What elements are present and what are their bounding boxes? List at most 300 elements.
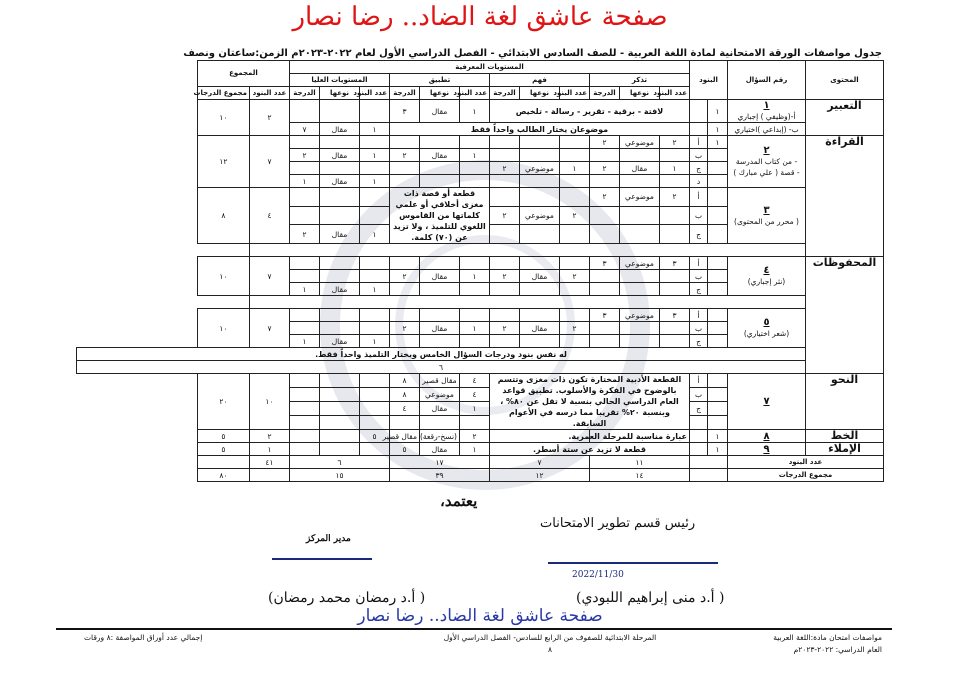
table-cell xyxy=(459,175,489,188)
table-cell: مقال xyxy=(419,100,459,123)
table-cell: ٢ xyxy=(389,270,419,283)
table-cell: موضوعي xyxy=(619,136,659,149)
header-items: البنود xyxy=(689,61,727,100)
table-cell xyxy=(519,283,559,296)
table-cell xyxy=(359,322,389,335)
table-cell xyxy=(289,430,319,443)
table-cell: ٧ xyxy=(489,456,589,469)
q6-same-note: له نفس بنود ودرجات السؤال الخامس ويختار التلميذ واحداً فقط. xyxy=(77,348,806,361)
table-cell xyxy=(419,416,459,430)
table-cell: ١ xyxy=(359,225,389,244)
row-q4-a xyxy=(77,257,884,270)
table-cell xyxy=(359,443,389,456)
table-cell xyxy=(708,309,728,322)
table-cell xyxy=(559,257,589,270)
table-cell xyxy=(708,402,728,416)
table-cell xyxy=(459,257,489,270)
table-cell xyxy=(289,443,319,456)
table-cell xyxy=(289,136,319,149)
table-cell: ١ xyxy=(359,283,389,296)
table-cell xyxy=(708,322,728,335)
page-number: ٨ xyxy=(547,645,553,654)
q9-note: قطعة لا تزيد عن ستة أسطر. xyxy=(489,443,689,456)
table-cell: مقال xyxy=(319,335,359,348)
table-cell xyxy=(619,335,659,348)
table-cell: أ xyxy=(689,188,707,207)
footer-center: المرحلة الابتدائية للصفوف من الرابع للسادس- الفصل الدراسي الأول ٨ xyxy=(430,632,670,656)
table-cell: ١٤ xyxy=(589,469,689,482)
page-header: صفحة عاشق لغة الضاد.. رضا نصار xyxy=(292,2,668,32)
table-cell: نوعها xyxy=(619,87,659,100)
table-cell xyxy=(289,402,319,416)
table-cell: ٤ xyxy=(459,388,489,402)
table-cell xyxy=(389,257,419,270)
table-cell: نوعها xyxy=(319,87,359,100)
table-cell: د xyxy=(689,175,707,188)
table-cell: ٤ xyxy=(459,374,489,388)
table-cell xyxy=(589,175,619,188)
table-cell: ٧ xyxy=(289,123,319,136)
table-cell: ب- (إبداعي )اختياري xyxy=(728,123,806,136)
table-cell: ب xyxy=(689,270,707,283)
table-cell: ب xyxy=(689,388,707,402)
table-cell: ٨٠ xyxy=(197,469,249,482)
table-cell xyxy=(459,309,489,322)
table-cell: ٣٩ xyxy=(389,469,489,482)
table-cell: ٢ xyxy=(289,149,319,162)
question-4: ٤ (نثر إجباري) xyxy=(728,257,806,296)
table-cell xyxy=(359,402,389,416)
table-cell xyxy=(589,225,619,244)
question-8: ٨ xyxy=(728,430,806,443)
table-cell xyxy=(559,136,589,149)
table-cell: ٥ xyxy=(197,443,249,456)
table-cell xyxy=(359,416,389,430)
table-cell: مقال xyxy=(319,283,359,296)
table-cell xyxy=(559,188,589,207)
table-cell xyxy=(319,374,359,388)
table-cell: ٢ xyxy=(559,206,589,225)
table-cell xyxy=(319,443,359,456)
table-cell xyxy=(489,136,519,149)
table-cell: عدد البنود xyxy=(559,87,589,100)
table-cell xyxy=(359,206,389,225)
table-cell xyxy=(708,162,728,175)
table-cell: ١ xyxy=(459,443,489,456)
table-cell xyxy=(389,175,419,188)
table-cell xyxy=(319,430,359,443)
table-cell: ٢ xyxy=(389,322,419,335)
table-cell: مقال xyxy=(419,270,459,283)
table-cell: عدد البنود xyxy=(359,87,389,100)
table-cell: ١٠ xyxy=(197,309,249,348)
table-cell xyxy=(659,270,689,283)
header-question-number: رقم السؤال xyxy=(728,61,806,100)
table-cell xyxy=(359,257,389,270)
table-cell: مقال xyxy=(319,225,359,244)
table-cell xyxy=(419,257,459,270)
section-taabeer: التعبير xyxy=(806,100,884,136)
table-cell: موضوعي xyxy=(619,309,659,322)
table-cell xyxy=(708,270,728,283)
table-cell xyxy=(419,136,459,149)
table-cell xyxy=(419,175,459,188)
table-cell: ١ xyxy=(708,136,728,149)
table-cell xyxy=(197,456,249,469)
table-cell: ١ xyxy=(708,123,728,136)
row-q4-spacer xyxy=(77,296,884,309)
table-cell: ٨ xyxy=(197,188,249,244)
table-cell xyxy=(389,162,419,175)
table-cell xyxy=(319,402,359,416)
table-cell: ١ xyxy=(708,100,728,123)
row-total-grades xyxy=(77,469,884,482)
question-9: ٩ xyxy=(728,443,806,456)
table-cell: عدد البنود xyxy=(659,87,689,100)
table-cell xyxy=(359,309,389,322)
table-cell: ١٠ xyxy=(249,374,289,430)
table-cell xyxy=(389,416,419,430)
table-cell: موضوعي xyxy=(419,388,459,402)
header-higher: المستويات العليا xyxy=(289,74,389,87)
head-name: ( أ.د منى إبراهيم اللبودي) xyxy=(576,590,725,606)
table-cell: ١٥ xyxy=(289,469,389,482)
table-cell: نوعها xyxy=(519,87,559,100)
table-cell xyxy=(708,149,728,162)
table-cell xyxy=(419,162,459,175)
table-cell xyxy=(489,225,519,244)
table-cell: ١ xyxy=(289,283,319,296)
q3-passage-note: قطعة أو قصة ذات مغزى أخلاقي أو علمي كلماتها من القاموس اللغوي للتلميذ ، ولا تزيد عن (٧٠) كلمة. xyxy=(389,188,489,244)
header-understand: فهم xyxy=(489,74,589,87)
table-cell xyxy=(708,416,728,430)
table-cell xyxy=(389,136,419,149)
table-cell: ١ xyxy=(359,149,389,162)
table-cell xyxy=(289,270,319,283)
table-cell: مقال قصير xyxy=(419,374,459,388)
table-cell xyxy=(359,188,389,207)
table-cell xyxy=(319,100,359,123)
table-cell xyxy=(289,309,319,322)
table-cell: مقال xyxy=(519,270,559,283)
table-cell: الدرجة xyxy=(389,87,419,100)
table-cell xyxy=(619,270,659,283)
row-q3-a xyxy=(77,188,884,207)
table-cell xyxy=(249,244,805,257)
table-cell: ١ xyxy=(559,162,589,175)
q1-choose-note: موضوعان يختار الطالب واحداً فقط xyxy=(389,123,689,136)
total-count-label: عدد البنود xyxy=(728,456,884,469)
table-cell: مجموع الدرجات xyxy=(197,87,249,100)
table-cell xyxy=(659,225,689,244)
table-cell xyxy=(519,136,559,149)
table-cell xyxy=(689,456,727,469)
table-cell xyxy=(559,309,589,322)
question-1: ١ أ-(وظيفي ) إجباري xyxy=(728,100,806,123)
table-cell xyxy=(319,270,359,283)
section-nahw: النحو xyxy=(806,374,884,430)
table-cell: موضوعي xyxy=(519,206,559,225)
table-cell xyxy=(619,225,659,244)
table-cell: ج xyxy=(689,162,707,175)
table-cell xyxy=(519,335,559,348)
table-cell: ٨ xyxy=(389,388,419,402)
table-cell xyxy=(689,100,707,123)
table-cell: الدرجة xyxy=(489,87,519,100)
table-cell: ٣ xyxy=(389,100,419,123)
table-cell xyxy=(389,335,419,348)
table-cell: ج xyxy=(689,225,707,244)
table-cell xyxy=(519,149,559,162)
table-cell xyxy=(389,309,419,322)
table-cell xyxy=(489,309,519,322)
table-cell: موضوعي xyxy=(519,162,559,175)
table-cell xyxy=(319,162,359,175)
table-cell: ١٢ xyxy=(197,136,249,188)
table-cell: ٧ xyxy=(249,309,289,348)
table-cell xyxy=(319,188,359,207)
table-cell xyxy=(559,335,589,348)
table-cell xyxy=(619,175,659,188)
director-signature xyxy=(272,558,372,560)
table-cell xyxy=(319,206,359,225)
table-cell: ٢ xyxy=(589,162,619,175)
row-qiraa-spacer xyxy=(77,244,884,257)
table-cell: ب xyxy=(689,206,707,225)
table-cell: ٢ xyxy=(489,206,519,225)
table-cell xyxy=(459,335,489,348)
table-cell xyxy=(319,388,359,402)
head-of-exams-title: رئيس قسم تطوير الامتحانات xyxy=(540,516,696,531)
table-cell: عدد البنود xyxy=(249,87,289,100)
table-cell: ٢ xyxy=(489,270,519,283)
table-cell: ج xyxy=(689,402,707,416)
table-cell: ٧ xyxy=(249,257,289,296)
table-cell: ١ xyxy=(289,335,319,348)
table-cell: ١ xyxy=(459,322,489,335)
table-cell: ٤ xyxy=(389,402,419,416)
total-grades-label: مجموع الدرجات xyxy=(728,469,884,482)
table-cell xyxy=(689,430,707,443)
header-remember: تذكر xyxy=(589,74,689,87)
table-cell: ٤١ xyxy=(249,456,289,469)
section-mahfoozat: المحفوظات xyxy=(806,257,884,374)
table-cell xyxy=(559,225,589,244)
header-apply: تطبيق xyxy=(389,74,489,87)
table-cell: ٣ xyxy=(659,309,689,322)
table-cell: ٢ xyxy=(489,322,519,335)
approval-label: يعتمد، xyxy=(440,492,478,510)
row-q6 xyxy=(77,361,884,374)
table-cell xyxy=(519,309,559,322)
table-cell: ج xyxy=(689,335,707,348)
table-cell xyxy=(589,335,619,348)
table-cell xyxy=(319,322,359,335)
table-cell xyxy=(289,322,319,335)
table-cell xyxy=(249,296,805,309)
table-cell: مقال xyxy=(419,149,459,162)
table-cell xyxy=(289,416,319,430)
table-cell xyxy=(319,416,359,430)
table-cell: ٤ xyxy=(249,188,289,244)
table-cell: مقال xyxy=(319,123,359,136)
header-cognitive-levels: المستويات المعرفية xyxy=(289,61,689,74)
row-q2-a xyxy=(77,136,884,149)
table-cell: ١ xyxy=(359,175,389,188)
table-cell: مقال قصير xyxy=(389,430,419,443)
table-cell xyxy=(289,388,319,402)
table-cell: ٢ xyxy=(559,270,589,283)
table-cell: ١ xyxy=(708,430,728,443)
table-cell xyxy=(289,206,319,225)
table-cell xyxy=(489,335,519,348)
table-cell: أ xyxy=(689,374,707,388)
table-cell: مقال xyxy=(419,443,459,456)
section-khatt: الخط xyxy=(806,430,884,443)
question-7: ٧ xyxy=(728,374,806,430)
table-cell xyxy=(289,188,319,207)
table-cell xyxy=(589,283,619,296)
table-cell xyxy=(659,149,689,162)
table-cell: ١ xyxy=(708,443,728,456)
table-cell: مقال xyxy=(419,402,459,416)
table-cell: عدد البنود xyxy=(459,87,489,100)
table-cell: أ xyxy=(689,257,707,270)
table-title: جدول مواصفات الورقة الامتحانية لمادة اللغة العربية - للصف السادس الابتدائي - الفصل الدراسي الأول لعام ٢٠٢٢-٢٠٢٣م الزمن:ساعتان ونصف xyxy=(183,48,882,59)
table-cell: ١ xyxy=(659,162,689,175)
table-cell xyxy=(619,322,659,335)
table-cell xyxy=(708,257,728,270)
row-q7-a xyxy=(77,374,884,388)
table-cell xyxy=(249,469,289,482)
table-cell: ١ xyxy=(359,335,389,348)
table-cell: ١ xyxy=(459,149,489,162)
question-3: ٣ ( محرر من المحتوى) xyxy=(728,188,806,244)
section-imlaa: الإملاء xyxy=(806,443,884,456)
table-cell xyxy=(419,335,459,348)
director-title: مدير المركز xyxy=(306,534,351,544)
row-q8 xyxy=(77,430,884,443)
table-cell xyxy=(708,225,728,244)
table-cell xyxy=(619,283,659,296)
table-cell: نوعها xyxy=(419,87,459,100)
table-cell xyxy=(589,270,619,283)
table-cell xyxy=(289,162,319,175)
table-cell xyxy=(359,136,389,149)
table-cell: ١٢ xyxy=(489,469,589,482)
table-cell: أ xyxy=(689,136,707,149)
table-cell xyxy=(489,175,519,188)
question-2: ٢ - من كتاب المدرسة - قصة ( علي مبارك ) xyxy=(728,136,806,188)
table-cell: مقال xyxy=(519,322,559,335)
table-cell: ١٠ xyxy=(197,100,249,136)
table-cell: الدرجة xyxy=(289,87,319,100)
table-cell xyxy=(519,225,559,244)
table-cell: مقال xyxy=(319,175,359,188)
table-cell: ٥ xyxy=(389,443,419,456)
table-cell: ١ xyxy=(459,100,489,123)
table-cell: ٢ xyxy=(249,430,289,443)
table-cell xyxy=(659,175,689,188)
table-cell xyxy=(489,149,519,162)
footer-divider xyxy=(56,628,892,630)
table-cell: ١ xyxy=(289,175,319,188)
table-cell: أ xyxy=(689,309,707,322)
table-cell xyxy=(289,100,319,123)
footer-left: إجمالي عدد أوراق المواصفة :٨ ورقات xyxy=(84,633,203,642)
table-cell xyxy=(659,206,689,225)
table-cell xyxy=(459,283,489,296)
table-cell xyxy=(689,416,707,430)
q1-functional-types: لافتة - برقية - تقرير - رسالة - تلخيص xyxy=(489,100,689,123)
head-signature xyxy=(548,562,718,564)
row-taabeer-a xyxy=(77,100,884,123)
table-cell: (نسخ-رقعة) xyxy=(419,430,459,443)
table-cell: ٣ xyxy=(589,257,619,270)
table-cell xyxy=(589,206,619,225)
table-cell xyxy=(689,443,707,456)
table-cell xyxy=(559,149,589,162)
director-name: ( أ.د رمضان محمد رمضان) xyxy=(268,590,426,606)
table-cell: ٣ xyxy=(659,257,689,270)
table-cell: ١٧ xyxy=(389,456,489,469)
table-cell: ٢ xyxy=(289,225,319,244)
table-cell: ج xyxy=(689,283,707,296)
table-cell: ١ xyxy=(249,443,289,456)
table-cell: ٢ xyxy=(489,162,519,175)
table-cell: مقال xyxy=(619,162,659,175)
table-cell: مقال xyxy=(419,322,459,335)
table-cell xyxy=(459,416,489,430)
q8-note: عبارة مناسبة للمرحلة العمرية. xyxy=(589,430,689,443)
table-cell xyxy=(459,162,489,175)
table-cell xyxy=(519,257,559,270)
table-cell: ١ xyxy=(459,402,489,416)
table-cell xyxy=(708,206,728,225)
table-cell xyxy=(619,206,659,225)
table-cell xyxy=(659,283,689,296)
table-cell: موضوعي xyxy=(619,188,659,207)
footer-right: مواصفات امتحان مادة:اللغة العربية العام الدراسي: ٢٠٢٢-٢٠٢٣م xyxy=(773,633,882,654)
table-cell xyxy=(489,188,519,207)
table-cell xyxy=(459,136,489,149)
table-cell: ٢٠ xyxy=(197,374,249,430)
table-cell xyxy=(359,270,389,283)
table-cell: ٢ xyxy=(389,149,419,162)
table-cell: موضوعي xyxy=(619,257,659,270)
table-cell xyxy=(359,100,389,123)
table-cell: ب xyxy=(689,322,707,335)
table-cell xyxy=(289,257,319,270)
table-cell: ٥ xyxy=(359,430,389,443)
table-cell: ب xyxy=(689,149,707,162)
question-6: ٦ xyxy=(77,361,806,374)
table-cell xyxy=(319,257,359,270)
row-total-count xyxy=(77,456,884,469)
table-cell: ٣ xyxy=(589,309,619,322)
table-cell xyxy=(708,335,728,348)
table-cell xyxy=(319,309,359,322)
table-cell: ٢ xyxy=(249,100,289,136)
table-cell xyxy=(419,283,459,296)
table-cell xyxy=(559,283,589,296)
row-q9 xyxy=(77,443,884,456)
table-cell xyxy=(659,335,689,348)
section-qiraa: القراءة xyxy=(806,136,884,257)
table-cell xyxy=(708,374,728,388)
table-cell: ٥ xyxy=(197,430,249,443)
table-cell xyxy=(589,322,619,335)
